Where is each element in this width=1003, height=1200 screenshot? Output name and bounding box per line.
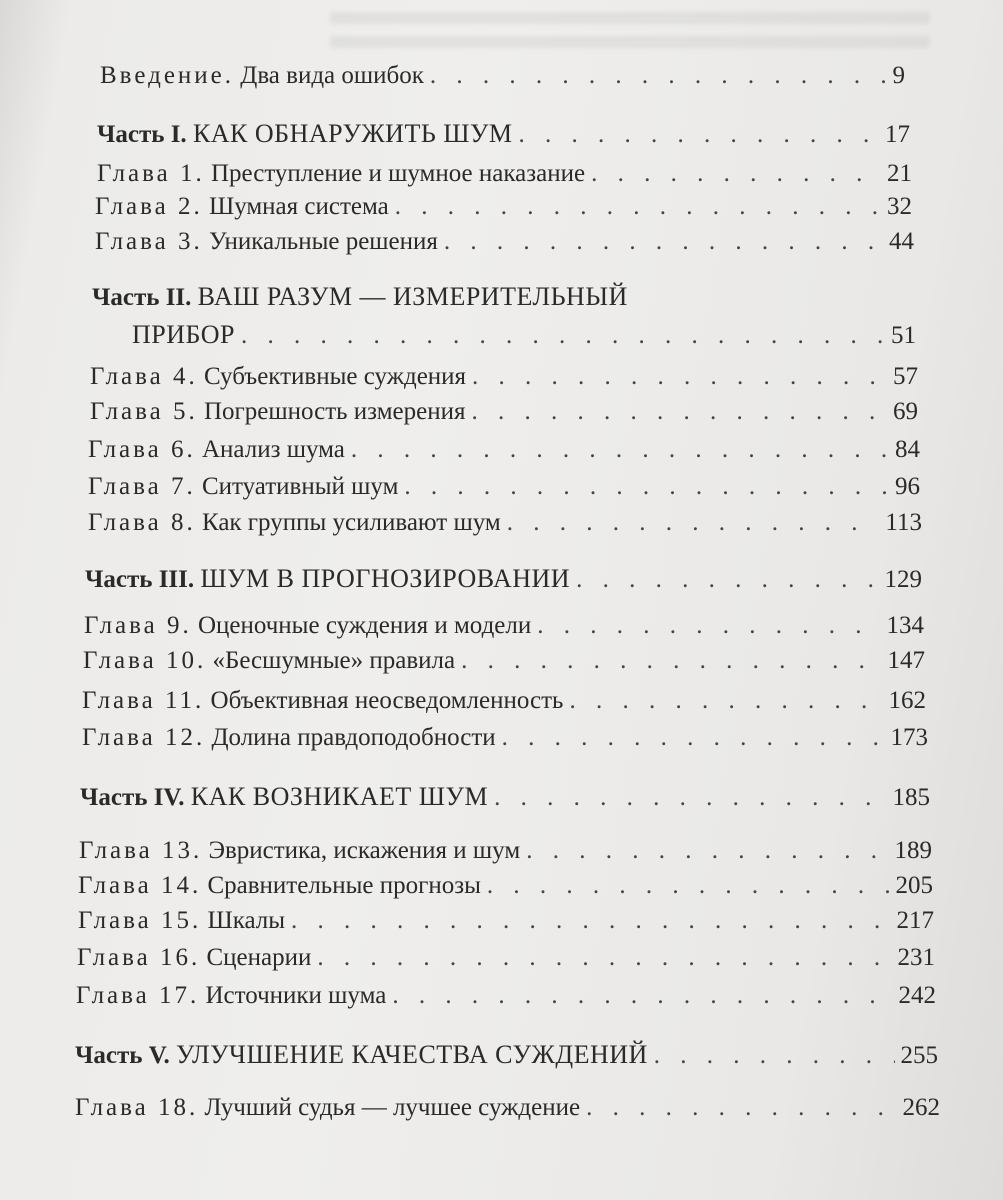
entry-prefix: Глава 11. [82,687,205,714]
leader-dots [502,724,885,752]
entry-prefix: Глава 2. [95,193,203,220]
entry-title: Лучший судья — лучшее суждение [204,1094,581,1121]
toc-part-entry [75,1040,938,1074]
entry-title: Источники шума [205,982,387,1009]
page-number: 189 [894,837,932,864]
entry-label [97,119,513,149]
entry-prefix: Глава 15. [78,907,202,934]
toc-part-entry [80,782,930,816]
leader-dots [404,473,889,501]
toc-part-entry [92,282,628,316]
entry-label [78,907,285,935]
page-number: 255 [900,1042,938,1069]
toc-part-entry [132,320,916,354]
leader-dots [430,62,887,90]
toc-chapter-entry [75,1094,940,1128]
entry-title: Уникальные решения [208,228,438,255]
toc-chapter-entry [82,687,926,721]
entry-prefix: Глава 13. [79,837,203,864]
leader-dots [507,509,880,537]
toc-chapter-entry [97,160,912,194]
entry-label [132,320,235,350]
entry-title: Сравнительные прогнозы [207,872,481,899]
toc-chapter-entry [90,363,918,397]
toc-chapter-entry [83,647,925,681]
toc-chapter-entry [95,193,912,227]
toc-chapter-entry [95,228,914,262]
toc-chapter-entry [84,612,924,646]
entry-prefix: Глава 6. [88,436,196,463]
entry-label [77,944,311,972]
entry-label [95,193,389,221]
entry-title: Погрешность измерения [203,398,466,425]
page-number: 147 [887,647,925,674]
toc-chapter-entry [88,509,922,543]
page-number: 129 [884,566,922,593]
entry-prefix: Введение. [100,62,235,89]
entry-title: Долина правдоподобности [211,724,496,751]
page-number: 21 [887,160,912,187]
entry-title: Два вида ошибок [240,62,424,89]
leader-dots [576,566,878,594]
entry-prefix: Глава 5. [90,398,198,425]
entry-prefix: Глава 18. [75,1094,199,1121]
entry-label [82,724,496,752]
entry-label [83,647,455,675]
entry-label [95,228,438,256]
entry-label [85,564,570,594]
leader-dots [519,121,879,149]
entry-prefix: Глава 4. [90,363,198,390]
leader-dots [569,687,882,715]
entry-label [88,509,501,537]
leader-dots [351,436,889,464]
page-number: 205 [895,872,933,899]
page-number: 173 [890,724,928,751]
entry-prefix: Часть I. [97,121,187,148]
toc-part-entry [85,564,922,598]
leader-dots [392,982,892,1010]
entry-title: Шкалы [207,907,286,934]
toc-chapter-entry [90,398,918,432]
entry-label [78,872,481,900]
page-number: 231 [897,944,935,971]
page-number: 134 [886,612,924,639]
leader-dots [395,193,881,221]
entry-label [100,62,424,90]
entry-prefix: Часть IV. [80,784,185,811]
bleed-through-text [330,0,930,60]
page-number: 32 [887,193,912,220]
entry-title: Эвристика, искажения и шум [208,837,521,864]
page-number: 57 [893,363,918,390]
leader-dots [494,784,886,812]
entry-label [88,436,345,464]
entry-title: «Бесшумные» правила [212,647,456,674]
toc-chapter-entry [88,473,920,507]
page-number: 44 [889,228,914,255]
toc-chapter-entry [78,872,933,906]
leader-dots [654,1042,895,1070]
entry-prefix: Часть II. [92,284,192,311]
page-number: 162 [888,687,926,714]
entry-title: УЛУЧШЕНИЕ КАЧЕСТВА СУЖДЕНИЙ [176,1040,648,1069]
leader-dots [591,160,881,188]
entry-prefix: Глава 1. [97,160,205,187]
page-number: 262 [902,1094,940,1121]
entry-title: Оценочные суждения и модели [197,612,532,639]
toc-chapter-entry [79,837,932,871]
entry-title: Шумная система [208,193,389,220]
entry-label [84,612,531,640]
entry-prefix: Часть III. [85,566,195,593]
page-number: 113 [885,509,922,536]
entry-title: Объективная неосведомленность [210,687,564,714]
entry-prefix: Глава 7. [88,473,196,500]
entry-prefix: Глава 17. [76,982,200,1009]
page-number: 51 [891,322,916,349]
page-number: 84 [895,436,920,463]
entry-label [88,473,398,501]
leader-dots [487,872,890,900]
entry-label [92,282,628,312]
toc-chapter-entry [77,944,935,978]
leader-dots [317,944,891,972]
leader-dots [526,837,888,865]
entry-label [80,782,488,812]
entry-prefix: Часть V. [75,1042,170,1069]
leader-dots [472,363,887,391]
toc-chapter-entry [88,436,920,470]
leader-dots [471,398,887,426]
entry-prefix: Глава 3. [95,228,203,255]
entry-label [76,982,386,1010]
page-number: 9 [892,62,905,89]
entry-label [90,363,466,391]
page-number: 217 [896,907,934,934]
page-number: 17 [885,121,910,148]
entry-title: Анализ шума [201,436,345,463]
entry-title: Преступление и шумное наказание [210,160,586,187]
leader-dots [461,647,881,675]
leader-dots [444,228,883,256]
entry-prefix: Глава 9. [84,612,192,639]
entry-label [90,398,465,426]
leader-dots [241,322,885,350]
toc-chapter-entry [76,982,936,1016]
page-number: 185 [892,784,930,811]
entry-prefix: Глава 8. [88,509,196,536]
entry-prefix: Глава 12. [82,724,206,751]
page-number: 242 [898,982,936,1009]
toc-part-entry [97,119,910,153]
leader-dots [586,1094,896,1122]
leader-dots [291,907,890,935]
leader-dots [537,612,880,640]
toc-chapter-entry [82,724,928,758]
entry-prefix: Глава 16. [77,944,201,971]
toc-intro-entry [100,62,905,96]
entry-title: ПРИБОР [132,320,236,349]
entry-label [82,687,563,715]
entry-title: Ситуативный шум [201,473,399,500]
toc-chapter-entry [78,907,934,941]
entry-title: Сценарии [206,944,312,971]
entry-label [75,1040,648,1070]
entry-title: КАК ВОЗНИКАЕТ ШУМ [190,782,489,811]
entry-label [97,160,585,188]
entry-title: КАК ОБНАРУЖИТЬ ШУМ [192,119,513,148]
entry-label [75,1094,580,1122]
page-number: 96 [895,473,920,500]
entry-title: ВАШ РАЗУМ — ИЗМЕРИТЕЛЬНЫЙ [197,282,628,311]
entry-label [79,837,520,865]
page-number: 69 [893,398,918,425]
entry-prefix: Глава 14. [78,872,202,899]
entry-title: Как группы усиливают шум [201,509,501,536]
entry-prefix: Глава 10. [83,647,207,674]
entry-title: Субъективные суждения [203,363,467,390]
entry-title: ШУМ В ПРОГНОЗИРОВАНИИ [200,564,571,593]
